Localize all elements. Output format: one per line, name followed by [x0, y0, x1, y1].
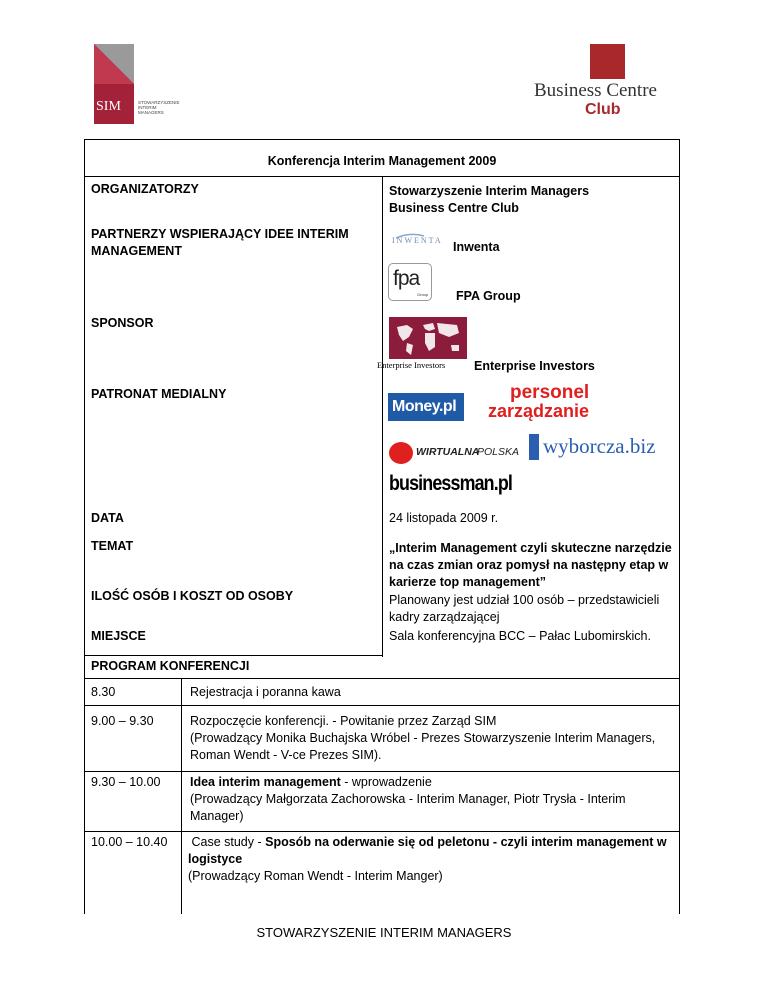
program-time-2: 9.00 – 9.30	[91, 714, 154, 728]
footer: STOWARZYSZENIE INTERIM MANAGERS	[256, 925, 512, 940]
bcc-logo-line1: Business Centre	[534, 80, 657, 101]
date-label: DATA	[91, 511, 124, 525]
money-pl-logo: Money.pl	[388, 393, 464, 421]
program-time-4: 10.00 – 10.40	[91, 835, 168, 849]
partner-inwenta: Inwenta	[453, 240, 500, 254]
wyborcza-biz-logo: wyborcza.biz	[529, 432, 655, 466]
sponsor-name: Enterprise Investors	[474, 359, 595, 373]
program-desc-2: Rozpoczęcie konferencji. - Powitanie przez Zarząd SIM (Prowadzący Monika Buchajska Wróbel - Prezes Stowarzyszenie Interim Managers, Roman Wendt - V-ce Prezes SIM).	[190, 714, 656, 762]
people-value: Planowany jest udział 100 osób – przedstawicieli kadry zarządzającej	[389, 593, 660, 624]
sponsor-label: SPONSOR	[91, 316, 154, 330]
bcc-logo	[530, 44, 680, 119]
fpa-logo: fpa Group	[388, 263, 432, 301]
program-desc-4: Case study - Sposób na oderwanie się od peletonu - czyli interim management w logistyce (Prowadzący Roman Wendt - Interim Manger)	[188, 835, 667, 883]
businessman-pl-logo: businessman.pl	[389, 472, 513, 495]
personel-zarzadzanie-logo: personel zarządzanie	[488, 382, 590, 421]
date-value: 24 listopada 2009 r.	[389, 511, 499, 525]
sim-logo-mark-text: SIM	[96, 99, 121, 114]
program-desc-3: Idea interim management - wprowadzenie (Prowadzący Małgorzata Zachorowska - Interim Manager, Piotr Trysła - Interim Manager)	[190, 775, 626, 823]
inwenta-logo: INWENTA	[390, 230, 450, 254]
partner-fpa: FPA Group	[456, 289, 521, 303]
enterprise-investors-logo: Enterprise Investors	[389, 317, 467, 373]
topic-label: TEMAT	[91, 539, 134, 553]
place-label: MIEJSCE	[91, 629, 146, 643]
place-value: Sala konferencyjna BCC – Pałac Lubomirskich.	[389, 629, 651, 643]
program-time-1: 8.30	[91, 685, 116, 699]
bcc-logo-line2: Club	[585, 101, 621, 118]
sim-logo-text: STOWARZYSZENIE INTERIM MANAGERS	[138, 100, 180, 115]
partners-label: PARTNERZY WSPIERAJĄCY IDEE INTERIM MANAGEMENT	[91, 227, 349, 258]
topic-value: „Interim Management czyli skuteczne narzędzie na czas zmian oraz pomysł na następny etap w karierze top management”	[389, 541, 672, 589]
page-title: Konferencja Interim Management 2009	[267, 154, 497, 168]
sim-logo	[94, 44, 209, 124]
program-time-3: 9.30 – 10.00	[91, 775, 161, 789]
wp-logo-badge	[389, 442, 413, 464]
organizer-1: Stowarzyszenie Interim Managers	[389, 184, 590, 198]
world-map-icon	[389, 317, 467, 359]
wp-logo: WIRTUALNA POLSKA	[389, 440, 521, 466]
organizer-2: Business Centre Club	[389, 201, 519, 215]
program-desc-1: Rejestracja i poranna kawa	[190, 685, 341, 699]
people-label: ILOŚĆ OSÓB I KOSZT OD OSOBY	[91, 589, 294, 603]
bcc-logo-square	[590, 44, 625, 79]
media-label: PATRONAT MEDIALNY	[91, 387, 227, 401]
organizers-label: ORGANIZATORZY	[91, 182, 199, 196]
wyborcza-biz-mark	[529, 434, 539, 460]
program-title: PROGRAM KONFERENCJI	[91, 659, 250, 673]
